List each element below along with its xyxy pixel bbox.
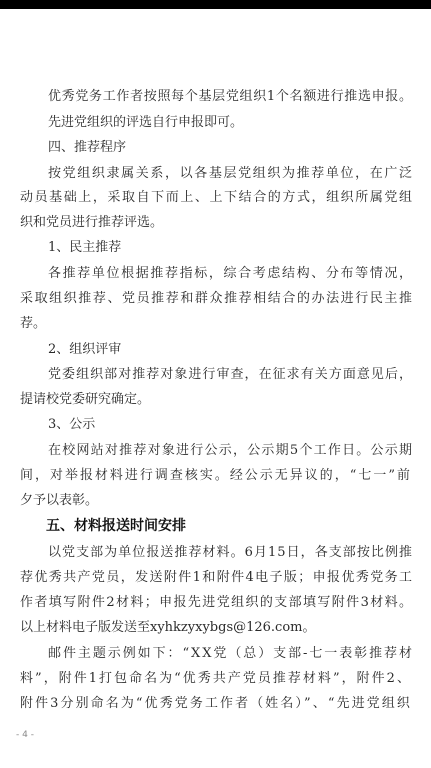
text-line: 邮件主题示例如下：“XX党（总）支部-七一表彰推荐材	[48, 646, 414, 661]
text-line: 党委组织部对推荐对象进行审查，在征求有关方面意见后，	[48, 367, 414, 382]
text-line: 各推荐单位根据推荐指标，综合考虑结构、分布等情况，	[48, 266, 414, 281]
text-line: 按党组织隶属关系，以各基层党组织为推荐单位，在广泛	[48, 166, 414, 181]
text-line: 提请校党委研究确定。	[20, 392, 151, 407]
text-line: 以上材料电子版发送至xyhkzyxybgs@126.com。	[20, 620, 316, 635]
text-line: 夕予以表彰。	[20, 493, 99, 508]
section-heading-bold: 五、材料报送时间安排	[46, 518, 186, 534]
subsection-heading: 1、民主推荐	[48, 240, 122, 255]
section-heading: 四、推荐程序	[48, 140, 127, 155]
text-line: 以党支部为单位报送推荐材料。6月15日，各支部按比例推	[48, 545, 414, 560]
page-number: - 4 -	[16, 730, 34, 740]
text-line: 动员基础上，采取自下而上、上下结合的方式，组织所属党组	[20, 190, 414, 205]
subsection-heading: 2、组织评审	[48, 342, 122, 357]
text-line: 间，对举报材料进行调查核实。经公示无异议的，“七一”前	[20, 468, 412, 483]
text-line: 优秀党务工作者按照每个基层党组织1个名额进行推选申报。	[48, 89, 413, 104]
text-line: 荐优秀共产党员，发送附件1和附件4电子版；申报优秀党务工	[20, 570, 414, 585]
text-line: 在校网站对推荐对象进行公示，公示期5个工作日。公示期	[48, 443, 414, 458]
text-line: 荐。	[20, 316, 47, 331]
text-line: 作者填写附件2材料；申报先进党组织的支部填写附件3材料。	[20, 595, 414, 610]
subsection-heading: 3、公示	[48, 417, 96, 432]
text-line: 采取组织推荐、党员推荐和群众推荐相结合的办法进行民主推	[20, 291, 414, 306]
text-line: 织和党员进行推荐评选。	[20, 215, 164, 230]
text-line: 料”，附件1打包命名为“优秀共产党员推荐材料”，附件2、	[20, 671, 412, 686]
text-line: 先进党组织的评选自行申报即可。	[48, 115, 244, 130]
text-line: 附件3分别命名为“优秀党务工作者（姓名）”、“先进党组织	[20, 696, 412, 711]
